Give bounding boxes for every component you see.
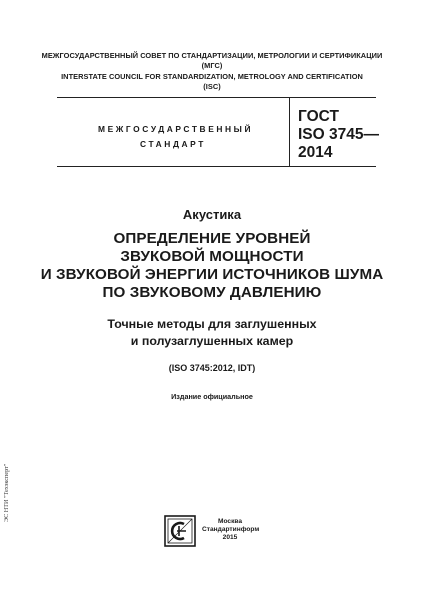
document-subtitle-line: и полузаглушенных камер <box>130 334 294 348</box>
publisher-city: Москва <box>217 518 243 525</box>
document-title-line: ОПРЕДЕЛЕНИЕ УРОВНЕЙ <box>113 230 311 247</box>
council-header-ru <box>0 51 424 71</box>
watermark-text: ЭС НТИ "Техэксперт" <box>3 463 10 522</box>
publication-year: 2015 <box>222 534 238 541</box>
iso-reference: (ISO 3745:2012, IDT) <box>168 363 256 373</box>
council-name-en: INTERSTATE COUNCIL FOR STANDARDIZATION, METROLOGY AND CERTIFICATION <box>61 72 363 81</box>
document-title-line: И ЗВУКОВОЙ ЭНЕРГИИ ИСТОЧНИКОВ ШУМА <box>40 266 384 283</box>
edition-label: Издание официальное <box>171 392 253 401</box>
standard-kind-line2: СТАНДАРТ <box>140 139 206 149</box>
publisher-name: Стандартинформ <box>202 526 260 533</box>
standard-box-top-rule <box>57 97 376 98</box>
document-title-line: ЗВУКОВОЙ МОЩНОСТИ <box>120 248 304 265</box>
council-name-ru: МЕЖГОСУДАРСТВЕННЫЙ СОВЕТ ПО СТАНДАРТИЗАЦИИ, МЕТРОЛОГИИ И СЕРТИФИКАЦИИ <box>41 51 383 60</box>
standard-designation-line1: ГОСТ <box>298 108 339 125</box>
council-abbr-ru: (МГС) <box>201 61 223 70</box>
standard-box-divider <box>289 97 290 166</box>
standard-kind-line1: МЕЖГОСУДАРСТВЕННЫЙ <box>98 124 254 134</box>
standard-box-bottom-rule <box>57 166 376 167</box>
document-subtitle-line: Точные методы для заглушенных <box>107 317 317 331</box>
standard-designation-line2: ISO 3745— <box>298 126 379 143</box>
document-subject: Акустика <box>182 207 242 222</box>
standartinform-logo-icon <box>164 515 196 547</box>
document-title-line: ПО ЗВУКОВОМУ ДАВЛЕНИЮ <box>102 284 322 301</box>
council-abbr-en: (ISC) <box>203 82 221 91</box>
standard-designation-line3: 2014 <box>298 144 333 161</box>
council-header-en <box>0 72 424 92</box>
